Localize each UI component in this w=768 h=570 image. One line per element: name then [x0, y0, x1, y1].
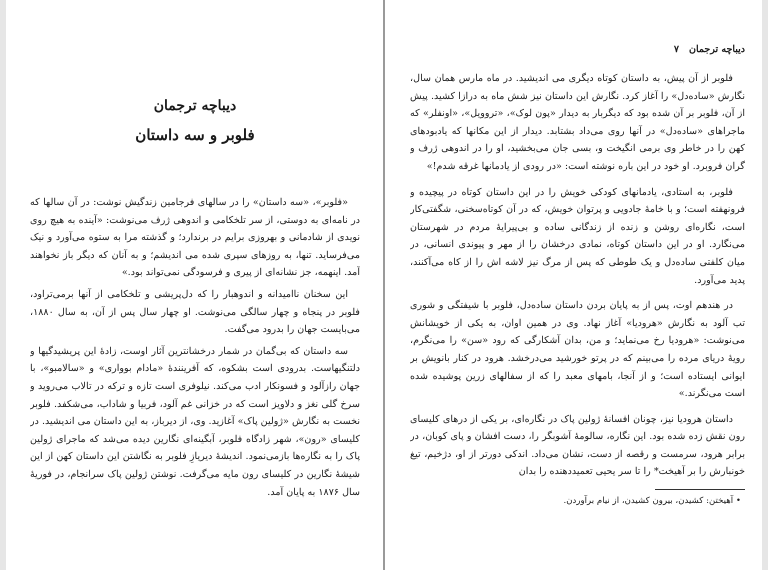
footnote-text: آهیختن: کشیدن، بیرون کشیدن، از نیام برآوردن. — [563, 496, 734, 507]
footnote-rule — [655, 489, 745, 490]
right-paragraph-2: فلوبر، به استادی، یادمانهای کودکی خویش را در این داستان کوتاه در پیچیده و فرونهفته است؛ و با خامهٔ جادویی و پرتوان خویش، که در آن کوتاه‌سخنی، شگفتی‌کار است، نگاره‌ای روشن و زنده از زندگانی ساده و بی‌پیرایهٔ مردم در شهرستان می‌نگارد. او در این داستان کوتاه، نمادی درخشان را از مهر و پیوندی انسانی، در میان کلفتی ساده‌دل و یک طوطی که پس از مرگ نیز لاشه اش را از کاه می‌آکنند، پدید می‌آورد. — [410, 186, 745, 286]
footnote-marker: • — [733, 496, 741, 507]
right-paragraph-4: داستان هرودیا نیز، چونان افسانهٔ ژولین پاک در نگاره‌ای، بر یکی از درهای کلیسای رون نقش زده شده بود. این نگاره، سالومهٔ آشوبگر را، دست افشان و پای کوبان، در برابر هرود، سرمست و رقصه از دست، نشان می‌داد. اندکی دورتر از او، دژخیم، تیغ خونبارش را بر آهیخت* را تا سر یحیی تعمیددهنده را بدان — [410, 413, 745, 478]
left-page-edge — [0, 0, 6, 570]
right-page — [410, 0, 745, 570]
book-gutter — [383, 0, 385, 570]
right-paragraph-3: در هندهم اوت، پس از به پایان بردن داستان ساده‌دل، فلوبر با شیفتگی و شوری تب آلود به نگارش «هرودیا» آغاز نهاد. وی در همین اوان، به یکی از خویشانش می‌نوشت: «هرودیا رخ می‌نماید؛ و من، بدان آشکارگی که رود «سن» را می‌نگرم، رویهٔ دریای مرده را می‌بینم که در پرتو خورشید می‌درخشد. هرود در کنار بانویش بر ایوانی ایستاده است؛ و از آنجا، بامهای معبد را که از سفالهای زرین پوشیده شده است می‌نگرند.» — [410, 300, 745, 400]
left-paragraph-1: «فلوبر»، «سه داستان» را در سالهای فرجامین زندگیش نوشت: در آن سالها که در نامه‌ای به دوستی، از سر تلخکامی و اندوهی ژرف می‌نوشت: «آینده به هیچ روی نویدی از شادمانی و بهروزی برایم در برندارد؛ و گذشته مرا به ستوه می‌آورد و نیک می‌فرساید. تنها، به روزهای سپری شده می اندیشم؛ و به آنان که دیگر باز نخواهند آمد. اینهمه، جز نشانه‌ای از پیری و فرسودگی نمی‌تواند بود.» — [30, 197, 360, 279]
right-paragraph-1: فلوبر از آن پیش، به داستان کوتاه دیگری می اندیشید. در ماه مارس همان سال، نگارش «ساده‌دل» را آغاز کرد. نگارش این داستان نیز شش ماه به درازا کشید. پیش از آن، فلوبر بر آن شده بود که دیگربار به دیدار «پون لوک»، «تروویل»، «اونفلر» که ماجراهای «ساده‌دل» در آنها روی می‌داد بشتابد. دیدار از این مکانها که یادبودهای کهن را در خاطر وی برمی انگیخت و، بسی جان می‌بخشید، او را در اندوهی ژرف و گران فروبرد. او خود در این باره نوشته است: «در رودی از یادمانها غرقه شدم!» — [410, 73, 745, 172]
left-page-title: دیباچه ترجمان — [153, 98, 237, 114]
right-page-edge — [762, 0, 768, 570]
running-head-title: دیباچه ترجمان — [688, 44, 745, 55]
running-head — [410, 44, 745, 62]
page-number: ۷ — [673, 44, 679, 55]
left-page-subtitle: فلوبر و سه داستان — [135, 126, 255, 144]
left-page — [30, 0, 360, 570]
left-paragraph-2: این سخنان ناامیدانه و اندوهبار را که دل‌پریشی و تلخکامی از آنها برمی‌تراود، فلوبر در پنجاه و چهار سالگی می‌نوشت. او چهار سال پس از آن، به سال ۱۸۸۰، می‌بایست جهان را بدرود می‌گفت. — [30, 288, 360, 336]
right-page-body — [410, 70, 745, 481]
left-paragraph-3: سه داستان که بی‌گمان در شمار درخشانترین آثار اوست، زادهٔ این پریشیدگیها و دلتنگیهاست. بدرودی است بشکوه، که آفرینندهٔ «مادام بوواری» و «سالامبو»، با جهان رازآلود و فسونکار ادب می‌کند. نیلوفری است تازه و ترکه در تالاب می‌روید و سرخ گلی نغز و دلاویز است که در خزانی غم آلود، فربیا و شاداب، می‌شکفد. فلوبر نخست به نگارش «ژولین پاک» آغازید. وی، از دیرباز، به این داستان می اندیشید. در کلیسای «رون»، شهر زادگاه فلوبر، آبگینه‌ای نگارین دیده می‌شد که ماجرای ژولین پاک را به نگاره‌ها بازمی‌نمود. اندیشهٔ دیریازِ فلوبر به نگاشتن این داستان کهن از این شیشهٔ نگارین در کلیسای رون مایه می‌گرفت. نوشتن ژولین پاک سرانجام، در فوریهٔ سال ۱۸۷۶ به پایان آمد. — [30, 345, 360, 498]
left-page-body — [30, 194, 360, 501]
footnote — [410, 494, 745, 508]
